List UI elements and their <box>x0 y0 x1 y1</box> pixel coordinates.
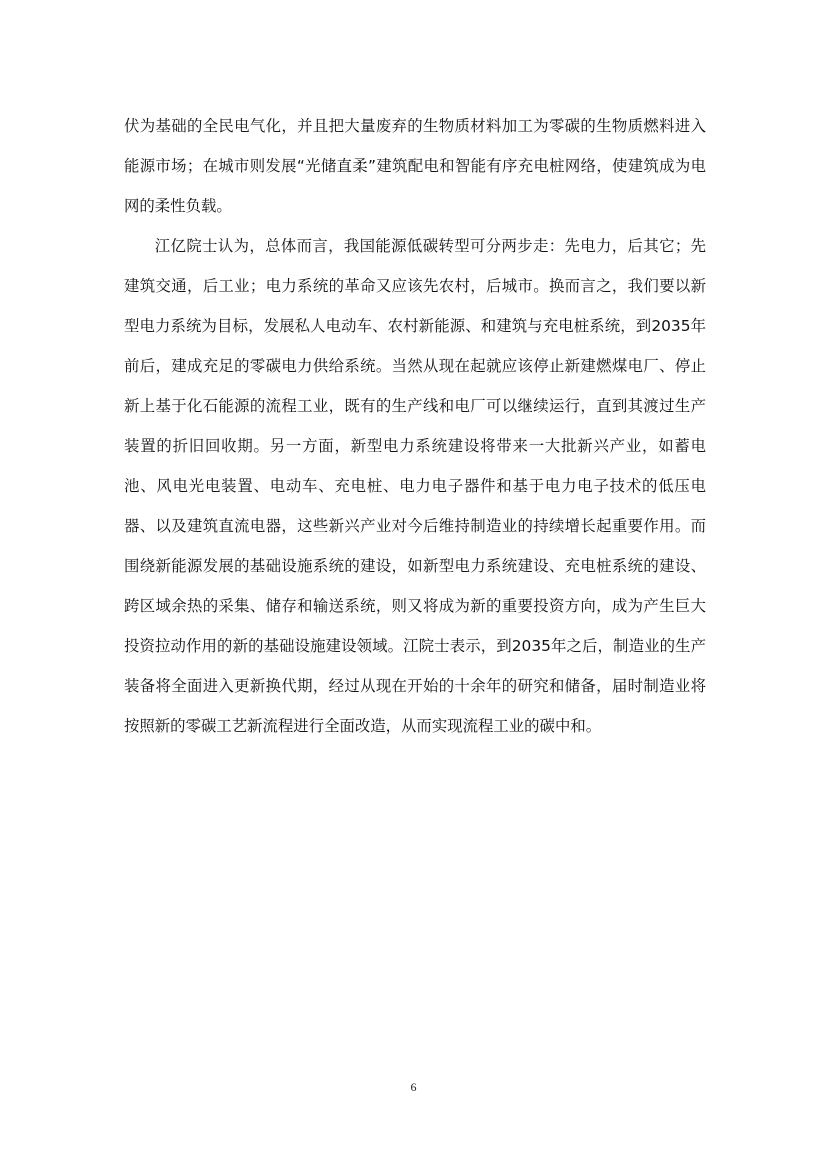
page-number: 6 <box>410 1080 417 1094</box>
body-text <box>124 106 706 746</box>
paragraph-jiang-yi-view: 江亿院士认为，总体而言，我国能源低碳转型可分两步走：先电力，后其它；先建筑交通，后工业；电力系统的革命又应该先农村，后城市。换而言之，我们要以新型电力系统为目标，发展私人电动车、农村新能源、和建筑与充电桩系统，到2035年前后，建成充足的零碳电力供给系统。当然从现在起就应该停止新建燃煤电厂、停止新上基于化石能源的流程工业，既有的生产线和电厂可以继续运行，直到其渡过生产装置的折旧回收期。另一方面，新型电力系统建设将带来一大批新兴产业，如蓄电池、风电光电装置、电动车、充电桩、电力电子器件和基于电力电子技术的低压电器、以及建筑直流电器，这些新兴产业对今后维持制造业的持续增长起重要作用。而围绕新能源发展的基础设施系统的建设，如新型电力系统建设、充电桩系统的建设、跨区域余热的采集、储存和输送系统，则又将成为新的重要投资方向，成为产生巨大投资拉动作用的新的基础设施建设领域。江院士表示，到2035年之后，制造业的生产装备将全面进入更新换代期，经过从现在开始的十余年的研究和储备，届时制造业将按照新的零碳工艺新流程进行全面改造，从而实现流程工业的碳中和。 <box>124 237 706 735</box>
paragraph-continued: 伏为基础的全民电气化，并且把大量废弃的生物质材料加工为零碳的生物质燃料进入能源市场；在城市则发展“光储直柔”建筑配电和智能有序充电桩网络，使建筑成为电网的柔性负载。 <box>124 117 706 215</box>
